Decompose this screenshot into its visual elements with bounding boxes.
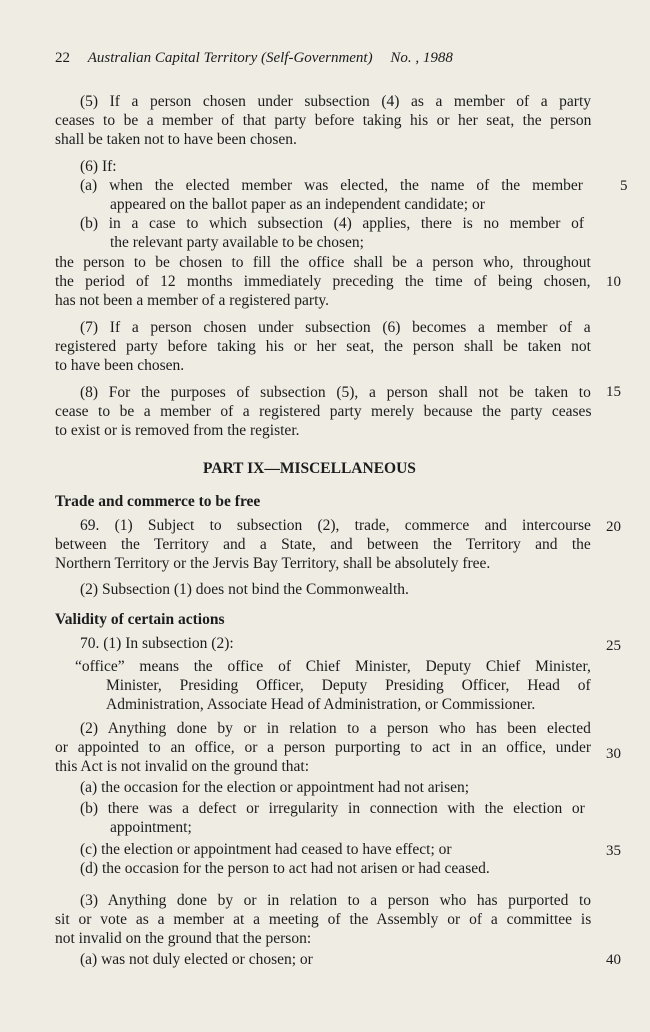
- section-heading: Validity of certain actions: [55, 611, 225, 628]
- text-line: to exist or is removed from the register.: [55, 422, 300, 439]
- text-line: shall be taken not to have been chosen.: [55, 131, 297, 148]
- text-line: ceases to be a member of that party before taking his or her seat, the person: [55, 112, 592, 129]
- text-line: the person to be chosen to fill the office shall be a person who, throughout: [55, 254, 591, 271]
- text-line: (8) For the purposes of subsection (5), a person shall not be taken to: [80, 384, 591, 401]
- text-line: not invalid on the ground that the person:: [55, 930, 312, 947]
- page-header: [55, 50, 453, 67]
- line-number: 35: [606, 843, 621, 859]
- line-number: 20: [606, 519, 621, 535]
- text-line: (7) If a person chosen under subsection (6) becomes a member of a: [80, 319, 591, 336]
- text-line: (2) Subsection (1) does not bind the Commonwealth.: [80, 581, 409, 598]
- text-line: the relevant party available to be chosen;: [110, 234, 364, 251]
- text-line: registered party before taking his or her seat, the person shall be taken not: [55, 338, 591, 355]
- text-line: (a) the occasion for the election or appointment had not arisen;: [80, 779, 470, 796]
- line-number: 40: [606, 952, 621, 968]
- line-number: 25: [606, 638, 621, 654]
- text-line: (2) Anything done by or in relation to a person who has been elected: [80, 720, 591, 737]
- line-number: 10: [606, 274, 621, 290]
- text-line: appointment;: [110, 819, 192, 836]
- text-line: (3) Anything done by or in relation to a person who has purported to: [80, 892, 592, 909]
- text-line: Administration, Associate Head of Administration, or Commissioner.: [106, 696, 536, 713]
- text-line: (a) when the elected member was elected, the name of the member: [80, 177, 583, 194]
- text-line: (d) the occasion for the person to act had not arisen or had ceased.: [80, 860, 490, 877]
- text-line: Minister, Presiding Officer, Deputy Presiding Officer, Head of: [106, 677, 591, 694]
- act-number: No. , 1988: [390, 50, 453, 66]
- line-number: 30: [606, 746, 621, 762]
- page-number: 22: [55, 50, 70, 66]
- text-line: has not been a member of a registered party.: [55, 292, 330, 309]
- line-number: 5: [620, 178, 628, 194]
- text-line: the period of 12 months immediately preceding the time of being chosen,: [55, 273, 591, 290]
- text-line: or appointed to an office, or a person purporting to act in an office, under: [55, 739, 592, 756]
- text-line: 70. (1) In subsection (2):: [80, 635, 234, 652]
- text-line: appeared on the ballot paper as an independent candidate; or: [110, 196, 485, 213]
- text-line: to have been chosen.: [55, 357, 185, 374]
- text-line: “office” means the office of Chief Minister, Deputy Chief Minister,: [75, 658, 591, 675]
- text-line: between the Territory and a State, and between the Territory and the: [55, 536, 591, 553]
- text-line: (a) was not duly elected or chosen; or: [80, 951, 313, 968]
- text-line: this Act is not invalid on the ground that:: [55, 758, 310, 775]
- text-line: 69. (1) Subject to subsection (2), trade, commerce and intercourse: [80, 517, 591, 534]
- text-line: (b) in a case to which subsection (4) applies, there is no member of: [80, 215, 585, 232]
- part-heading: PART IX—MISCELLANEOUS: [203, 460, 416, 477]
- text-line: (c) the election or appointment had ceased to have effect; or: [80, 841, 452, 858]
- text-line: (6) If:: [80, 158, 117, 175]
- text-line: (5) If a person chosen under subsection (4) as a member of a party: [80, 93, 592, 110]
- running-title: Australian Capital Territory (Self-Government): [87, 50, 373, 66]
- text-line: Northern Territory or the Jervis Bay Territory, shall be absolutely free.: [55, 555, 491, 572]
- text-line: cease to be a member of a registered party merely because the party ceases: [55, 403, 592, 420]
- text-line: sit or vote as a member at a meeting of the Assembly or of a committee is: [55, 911, 592, 928]
- text-line: (b) there was a defect or irregularity in connection with the election or: [80, 800, 585, 817]
- section-heading: Trade and commerce to be free: [55, 493, 261, 510]
- line-number: 15: [606, 384, 621, 400]
